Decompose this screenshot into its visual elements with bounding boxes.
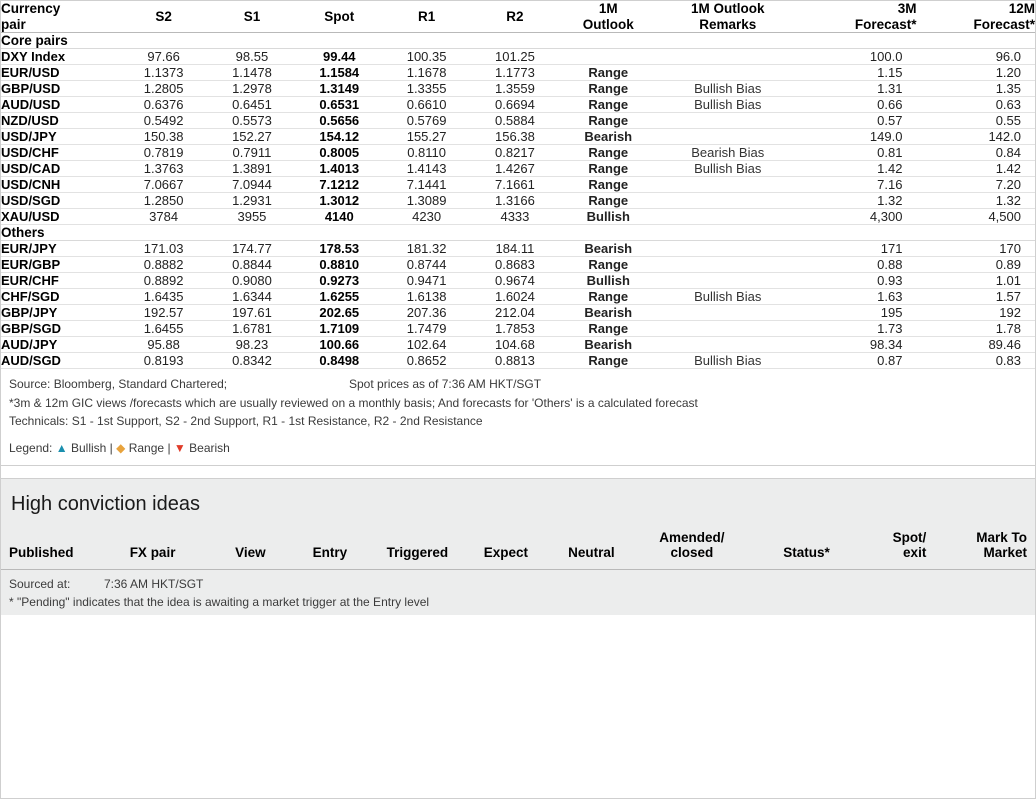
cell-1m-outlook: Range	[559, 193, 657, 209]
cell-1m-outlook-remarks	[657, 241, 798, 257]
cell-3m-forecast: 1.63	[798, 289, 916, 305]
cell-r1: 155.27	[382, 129, 470, 145]
cell-r2: 0.6694	[471, 97, 559, 113]
col-header-12m-forecast	[916, 1, 1035, 33]
col-header-s2	[119, 1, 207, 33]
cell-s2: 97.66	[119, 49, 207, 65]
hc-col-neutral	[546, 526, 637, 570]
hc-pending-note: * "Pending" indicates that the idea is awaiting a market trigger at the Entry level	[9, 594, 430, 609]
cell-s1: 0.9080	[208, 273, 296, 289]
cell-1m-outlook: Bullish	[559, 273, 657, 289]
cell-currency-pair: CHF/SGD	[1, 289, 119, 305]
col-header-1m-outlook-remarks	[657, 1, 798, 33]
cell-1m-outlook: Bearish	[559, 337, 657, 353]
fx-table-body	[1, 33, 1035, 369]
triangle-down-icon: ▼	[173, 440, 186, 455]
cell-s1: 152.27	[208, 129, 296, 145]
cell-3m-forecast: 1.32	[798, 193, 916, 209]
cell-s1: 0.6451	[208, 97, 296, 113]
cell-1m-outlook-remarks	[657, 177, 798, 193]
cell-currency-pair: NZD/USD	[1, 113, 119, 129]
cell-s2: 0.8193	[119, 353, 207, 369]
cell-1m-outlook	[559, 49, 657, 65]
col-header-spot	[296, 1, 382, 33]
col-header-line2: Remarks	[699, 16, 757, 32]
cell-1m-outlook: Range	[559, 289, 657, 305]
cell-1m-outlook-remarks: Bearish Bias	[657, 145, 798, 161]
cell-3m-forecast: 171	[798, 241, 916, 257]
cell-spot: 7.1212	[296, 177, 382, 193]
cell-3m-forecast: 0.87	[798, 353, 916, 369]
cell-currency-pair: EUR/JPY	[1, 241, 119, 257]
cell-3m-forecast: 7.16	[798, 177, 916, 193]
table-row[interactable]	[1, 321, 1035, 337]
col-header-line2: Outlook	[582, 16, 634, 32]
cell-currency-pair: GBP/JPY	[1, 305, 119, 321]
col-header-line1: 3M	[897, 1, 917, 16]
cell-s2: 0.5492	[119, 113, 207, 129]
cell-1m-outlook-remarks	[657, 49, 798, 65]
cell-spot: 1.6255	[296, 289, 382, 305]
section-header-row	[1, 225, 1035, 241]
hc-col-line2: FX pair	[129, 545, 176, 561]
legend-separator-1: |	[109, 440, 113, 455]
cell-s1: 0.8342	[208, 353, 296, 369]
cell-currency-pair: EUR/GBP	[1, 257, 119, 273]
cell-1m-outlook-remarks	[657, 321, 798, 337]
cell-r1: 0.6610	[382, 97, 470, 113]
cell-currency-pair: DXY Index	[1, 49, 119, 65]
col-header-line2: Forecast*	[854, 16, 917, 32]
col-header-line2: R1	[417, 8, 436, 24]
cell-s1: 3955	[208, 209, 296, 225]
cell-3m-forecast: 0.66	[798, 97, 916, 113]
hc-col-line2: exit	[903, 545, 927, 561]
cell-3m-forecast: 0.88	[798, 257, 916, 273]
cell-currency-pair: XAU/USD	[1, 209, 119, 225]
cell-s1: 1.2931	[208, 193, 296, 209]
cell-3m-forecast: 100.0	[798, 49, 916, 65]
cell-r2: 1.3559	[471, 81, 559, 97]
cell-1m-outlook-remarks	[657, 273, 798, 289]
hc-col-view	[210, 526, 290, 570]
cell-spot: 1.7109	[296, 321, 382, 337]
cell-s2: 1.6435	[119, 289, 207, 305]
hc-col-line2: Status*	[783, 545, 830, 561]
cell-r2: 156.38	[471, 129, 559, 145]
cell-1m-outlook: Range	[559, 145, 657, 161]
notes-source-row	[9, 375, 1027, 394]
cell-s1: 1.1478	[208, 65, 296, 81]
col-header-1m-outlook	[559, 1, 657, 33]
cell-s1: 197.61	[208, 305, 296, 321]
cell-1m-outlook-remarks	[657, 209, 798, 225]
cell-1m-outlook: Bearish	[559, 129, 657, 145]
legend-bearish-label: Bearish	[189, 440, 230, 455]
hc-col-line2: Published	[9, 545, 74, 561]
cell-1m-outlook: Range	[559, 177, 657, 193]
legend	[1, 433, 1035, 465]
cell-s2: 1.6455	[119, 321, 207, 337]
cell-spot: 4140	[296, 209, 382, 225]
cell-currency-pair: USD/CHF	[1, 145, 119, 161]
diamond-icon: ◆	[116, 440, 126, 455]
notes-spot-time: Spot prices as of 7:36 AM HKT/SGT	[349, 377, 542, 392]
cell-s1: 1.6781	[208, 321, 296, 337]
hc-col-line2: Entry	[312, 545, 348, 561]
table-row[interactable]	[1, 81, 1035, 97]
cell-12m-forecast: 1.42	[916, 161, 1035, 177]
cell-spot: 0.8498	[296, 353, 382, 369]
cell-1m-outlook-remarks	[657, 65, 798, 81]
hc-col-line2: Market	[983, 545, 1027, 561]
section-title: Others	[1, 225, 1035, 241]
legend-prefix: Legend:	[9, 440, 53, 455]
table-row[interactable]	[1, 113, 1035, 129]
table-row[interactable]	[1, 129, 1035, 145]
table-row[interactable]	[1, 97, 1035, 113]
hc-col-status	[747, 526, 838, 570]
hc-header-row	[1, 526, 1035, 570]
table-row[interactable]	[1, 337, 1035, 353]
cell-r2: 1.1773	[471, 65, 559, 81]
table-row[interactable]	[1, 241, 1035, 257]
cell-r2: 0.8217	[471, 145, 559, 161]
cell-1m-outlook: Range	[559, 81, 657, 97]
cell-spot: 0.8810	[296, 257, 382, 273]
cell-12m-forecast: 0.55	[916, 113, 1035, 129]
cell-1m-outlook-remarks: Bullish Bias	[657, 353, 798, 369]
col-header-line2: pair	[1, 16, 26, 32]
cell-r2: 1.3166	[471, 193, 559, 209]
hc-col-line2: Triggered	[386, 545, 449, 561]
cell-1m-outlook-remarks: Bullish Bias	[657, 97, 798, 113]
cell-r2: 0.5884	[471, 113, 559, 129]
cell-spot: 178.53	[296, 241, 382, 257]
cell-1m-outlook-remarks	[657, 257, 798, 273]
col-header-line2: S1	[243, 8, 261, 24]
high-conviction-table	[1, 526, 1035, 570]
cell-r1: 4230	[382, 209, 470, 225]
hc-col-entry	[291, 526, 369, 570]
cell-1m-outlook: Range	[559, 161, 657, 177]
cell-12m-forecast: 1.78	[916, 321, 1035, 337]
cell-s2: 3784	[119, 209, 207, 225]
hc-sourced-row	[9, 575, 1027, 593]
hc-col-line2: closed	[670, 545, 714, 561]
cell-1m-outlook-remarks	[657, 337, 798, 353]
cell-s1: 7.0944	[208, 177, 296, 193]
cell-1m-outlook: Range	[559, 321, 657, 337]
cell-1m-outlook: Range	[559, 97, 657, 113]
cell-r2: 1.6024	[471, 289, 559, 305]
notes-technicals: Technicals: S1 - 1st Support, S2 - 2nd Support, R1 - 1st Resistance, R2 - 2nd Resistance	[9, 414, 483, 429]
hc-col-line1: Amended/	[659, 529, 725, 545]
cell-1m-outlook: Bullish	[559, 209, 657, 225]
cell-r1: 181.32	[382, 241, 470, 257]
cell-spot: 202.65	[296, 305, 382, 321]
table-row[interactable]	[1, 209, 1035, 225]
hc-col-spot-exit	[838, 526, 935, 570]
col-header-line1: 1M Outlook	[690, 1, 765, 16]
high-conviction-panel	[1, 478, 1035, 615]
cell-12m-forecast: 0.63	[916, 97, 1035, 113]
cell-spot: 0.6531	[296, 97, 382, 113]
cell-s1: 1.2978	[208, 81, 296, 97]
cell-s1: 1.3891	[208, 161, 296, 177]
col-header-line2: R2	[506, 8, 524, 24]
cell-s2: 0.7819	[119, 145, 207, 161]
cell-r2: 4333	[471, 209, 559, 225]
notes-source: Source: Bloomberg, Standard Chartered;	[9, 377, 228, 392]
cell-s2: 95.88	[119, 337, 207, 353]
cell-spot: 0.5656	[296, 113, 382, 129]
fx-forecast-table	[1, 1, 1035, 369]
hc-col-line2: View	[235, 545, 266, 561]
cell-12m-forecast: 1.01	[916, 273, 1035, 289]
col-header-line2: Forecast*	[973, 16, 1035, 32]
cell-r1: 1.7479	[382, 321, 470, 337]
hc-col-mark-to-market	[934, 526, 1035, 570]
section-title: Core pairs	[1, 33, 1035, 49]
col-header-3m-forecast	[798, 1, 916, 33]
cell-3m-forecast: 98.34	[798, 337, 916, 353]
cell-1m-outlook: Bearish	[559, 305, 657, 321]
cell-spot: 99.44	[296, 49, 382, 65]
legend-bullish-label: Bullish	[70, 440, 107, 455]
col-header-r1	[382, 1, 470, 33]
cell-s2: 0.8882	[119, 257, 207, 273]
cell-12m-forecast: 96.0	[916, 49, 1035, 65]
cell-r1: 207.36	[382, 305, 470, 321]
table-row[interactable]	[1, 193, 1035, 209]
cell-12m-forecast: 1.57	[916, 289, 1035, 305]
cell-3m-forecast: 1.42	[798, 161, 916, 177]
cell-r1: 1.3089	[382, 193, 470, 209]
cell-r2: 1.7853	[471, 321, 559, 337]
cell-r1: 1.3355	[382, 81, 470, 97]
table-row[interactable]	[1, 289, 1035, 305]
hc-col-amended-closed	[637, 526, 748, 570]
cell-r2: 101.25	[471, 49, 559, 65]
table-row[interactable]	[1, 305, 1035, 321]
cell-12m-forecast: 192	[916, 305, 1035, 321]
cell-3m-forecast: 0.93	[798, 273, 916, 289]
cell-3m-forecast: 1.31	[798, 81, 916, 97]
cell-12m-forecast: 142.0	[916, 129, 1035, 145]
cell-1m-outlook: Range	[559, 353, 657, 369]
cell-r2: 1.4267	[471, 161, 559, 177]
cell-spot: 1.3012	[296, 193, 382, 209]
cell-r1: 0.8652	[382, 353, 470, 369]
cell-s2: 7.0667	[119, 177, 207, 193]
col-header-r2	[471, 1, 559, 33]
cell-currency-pair: AUD/JPY	[1, 337, 119, 353]
cell-currency-pair: USD/CAD	[1, 161, 119, 177]
cell-s1: 98.55	[208, 49, 296, 65]
cell-12m-forecast: 1.35	[916, 81, 1035, 97]
col-header-line2: S2	[155, 8, 172, 24]
cell-12m-forecast: 1.32	[916, 193, 1035, 209]
cell-1m-outlook-remarks	[657, 129, 798, 145]
hc-col-expect	[466, 526, 546, 570]
cell-3m-forecast: 4,300	[798, 209, 916, 225]
cell-3m-forecast: 1.73	[798, 321, 916, 337]
table-row[interactable]	[1, 353, 1035, 369]
cell-1m-outlook: Bearish	[559, 241, 657, 257]
cell-12m-forecast: 1.20	[916, 65, 1035, 81]
col-header-line1: 12M	[1008, 1, 1035, 16]
cell-s2: 0.6376	[119, 97, 207, 113]
hc-col-line1: Spot/	[892, 529, 927, 545]
cell-12m-forecast: 0.89	[916, 257, 1035, 273]
hc-sourced-value: 7:36 AM HKT/SGT	[104, 576, 204, 591]
cell-s2: 0.8892	[119, 273, 207, 289]
legend-separator-2: |	[167, 440, 171, 455]
fx-table-notes	[1, 369, 1035, 433]
cell-3m-forecast: 149.0	[798, 129, 916, 145]
cell-1m-outlook-remarks: Bullish Bias	[657, 161, 798, 177]
col-header-line1: Currency	[1, 1, 61, 16]
cell-s2: 1.1373	[119, 65, 207, 81]
notes-forecast: *3m & 12m GIC views /forecasts which are usually reviewed on a monthly basis; And forecasts for 'Others' is a calculated forecast	[9, 395, 698, 410]
cell-r2: 7.1661	[471, 177, 559, 193]
cell-currency-pair: EUR/USD	[1, 65, 119, 81]
cell-s1: 1.6344	[208, 289, 296, 305]
cell-currency-pair: USD/JPY	[1, 129, 119, 145]
hc-sourced-label: Sourced at:	[9, 576, 71, 591]
col-header-line2: Spot	[324, 8, 355, 24]
cell-3m-forecast: 1.15	[798, 65, 916, 81]
cell-1m-outlook-remarks	[657, 305, 798, 321]
cell-1m-outlook: Range	[559, 257, 657, 273]
cell-s1: 98.23	[208, 337, 296, 353]
cell-s1: 0.8844	[208, 257, 296, 273]
section-header-row	[1, 33, 1035, 49]
legend-range-label: Range	[128, 440, 165, 455]
hc-col-line1: Mark To	[976, 529, 1027, 545]
triangle-up-icon: ▲	[55, 440, 68, 455]
cell-spot: 0.8005	[296, 145, 382, 161]
cell-r2: 0.9674	[471, 273, 559, 289]
cell-r1: 0.5769	[382, 113, 470, 129]
cell-1m-outlook: Range	[559, 65, 657, 81]
col-header-currency-pair	[1, 1, 119, 33]
hc-col-line2: Expect	[483, 545, 528, 561]
high-conviction-title: High conviction ideas	[11, 492, 200, 515]
cell-s2: 1.3763	[119, 161, 207, 177]
hc-col-published	[1, 526, 122, 570]
cell-currency-pair: AUD/SGD	[1, 353, 119, 369]
col-header-line1: 1M	[598, 1, 618, 16]
cell-r2: 104.68	[471, 337, 559, 353]
cell-r1: 102.64	[382, 337, 470, 353]
cell-r1: 1.1678	[382, 65, 470, 81]
cell-12m-forecast: 170	[916, 241, 1035, 257]
high-conviction-notes	[1, 570, 1035, 615]
cell-s2: 192.57	[119, 305, 207, 321]
cell-r2: 0.8683	[471, 257, 559, 273]
cell-spot: 100.66	[296, 337, 382, 353]
cell-r1: 100.35	[382, 49, 470, 65]
hc-col-line2: Neutral	[568, 545, 615, 561]
cell-r1: 1.6138	[382, 289, 470, 305]
hc-col-fx-pair	[122, 526, 211, 570]
cell-currency-pair: AUD/USD	[1, 97, 119, 113]
cell-3m-forecast: 0.81	[798, 145, 916, 161]
cell-s1: 0.7911	[208, 145, 296, 161]
cell-1m-outlook-remarks	[657, 193, 798, 209]
cell-r1: 0.8744	[382, 257, 470, 273]
fx-table-header-row	[1, 1, 1035, 33]
cell-currency-pair: GBP/SGD	[1, 321, 119, 337]
cell-currency-pair: USD/CNH	[1, 177, 119, 193]
hc-col-triggered	[369, 526, 466, 570]
cell-12m-forecast: 89.46	[916, 337, 1035, 353]
table-row[interactable]	[1, 145, 1035, 161]
cell-1m-outlook: Range	[559, 113, 657, 129]
cell-r1: 1.4143	[382, 161, 470, 177]
table-row[interactable]	[1, 65, 1035, 81]
section-divider	[1, 465, 1035, 478]
cell-3m-forecast: 0.57	[798, 113, 916, 129]
table-row[interactable]	[1, 177, 1035, 193]
cell-spot: 1.1584	[296, 65, 382, 81]
cell-s1: 174.77	[208, 241, 296, 257]
cell-r2: 184.11	[471, 241, 559, 257]
cell-spot: 1.3149	[296, 81, 382, 97]
cell-currency-pair: EUR/CHF	[1, 273, 119, 289]
table-row[interactable]	[1, 49, 1035, 65]
cell-currency-pair: GBP/USD	[1, 81, 119, 97]
cell-1m-outlook-remarks: Bullish Bias	[657, 289, 798, 305]
col-header-s1	[208, 1, 296, 33]
cell-r2: 212.04	[471, 305, 559, 321]
cell-12m-forecast: 0.84	[916, 145, 1035, 161]
table-row[interactable]	[1, 257, 1035, 273]
cell-s2: 171.03	[119, 241, 207, 257]
table-row[interactable]	[1, 273, 1035, 289]
cell-currency-pair: USD/SGD	[1, 193, 119, 209]
cell-r2: 0.8813	[471, 353, 559, 369]
cell-s1: 0.5573	[208, 113, 296, 129]
cell-12m-forecast: 7.20	[916, 177, 1035, 193]
cell-spot: 0.9273	[296, 273, 382, 289]
cell-spot: 1.4013	[296, 161, 382, 177]
table-row[interactable]	[1, 161, 1035, 177]
cell-r1: 0.8110	[382, 145, 470, 161]
cell-s2: 1.2805	[119, 81, 207, 97]
cell-r1: 0.9471	[382, 273, 470, 289]
cell-s2: 1.2850	[119, 193, 207, 209]
cell-spot: 154.12	[296, 129, 382, 145]
cell-12m-forecast: 4,500	[916, 209, 1035, 225]
cell-12m-forecast: 0.83	[916, 353, 1035, 369]
cell-3m-forecast: 195	[798, 305, 916, 321]
cell-1m-outlook-remarks	[657, 113, 798, 129]
cell-s2: 150.38	[119, 129, 207, 145]
cell-r1: 7.1441	[382, 177, 470, 193]
cell-1m-outlook-remarks: Bullish Bias	[657, 81, 798, 97]
